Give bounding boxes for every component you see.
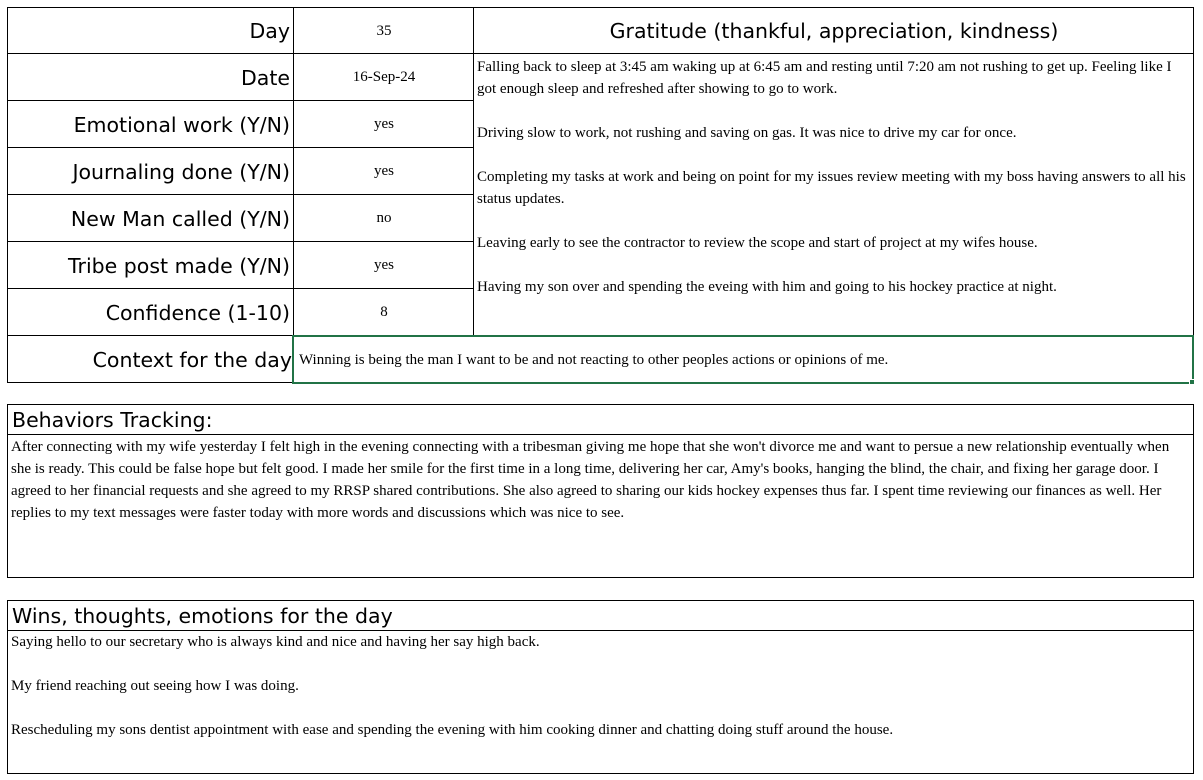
- wins-item: Rescheduling my sons dentist appointment with ease and spending the evening with him cooking dinner and chatting doing stuff around the house.: [11, 722, 894, 738]
- label-new-man-called[interactable]: New Man called (Y/N): [70, 206, 290, 231]
- value-emotional-work[interactable]: yes: [374, 116, 394, 132]
- line-gap: [477, 144, 1190, 166]
- gratitude-item: Completing my tasks at work and being on point for my issues review meeting with my boss having answers to all his status updates.: [477, 169, 1186, 207]
- grid-line: [7, 7, 1194, 8]
- label-date[interactable]: Date: [241, 65, 290, 90]
- wins-item: My friend reaching out seeing how I was doing.: [11, 678, 299, 694]
- value-day[interactable]: 35: [376, 22, 392, 39]
- grid-line: [7, 53, 1194, 54]
- grid-line: [1193, 7, 1194, 383]
- value-confidence[interactable]: 8: [380, 304, 388, 320]
- fill-handle[interactable]: [1189, 379, 1195, 385]
- label-confidence[interactable]: Confidence (1-10): [105, 300, 290, 325]
- label-day[interactable]: Day: [249, 19, 290, 43]
- grid-line: [473, 7, 474, 336]
- value-journaling-done[interactable]: yes: [374, 163, 394, 179]
- value-date[interactable]: 16-Sep-24: [352, 69, 416, 85]
- gratitude-item: Falling back to sleep at 3:45 am waking up at 6:45 am and resting until 7:20 am not rushing to get up. Feeling like I got enough sleep and refreshed after showing to go to work.: [477, 59, 1172, 97]
- grid-line: [293, 7, 294, 383]
- behaviors-text[interactable]: After connecting with my wife yesterday I felt high in the evening connecting with a tribesman giving me hope that she won't divorce me and want to persue a new relationship eventually when she is ready. This could be false hope but felt good. I made her smile for the first time in a long time, delivering her car, Amy's books, hanging the blind, the chair, and fixing her garage door. I agreed to her financial requests and she agreed to my RRSP shared contributions. She also agreed to sharing our kids hockey expenses thus far. I spent time reviewing our finances as well. Her replies to my text messages were faster today with more words and discussions which was nice to see.: [11, 439, 1170, 521]
- value-new-man-called[interactable]: no: [376, 210, 392, 226]
- grid-line: [7, 194, 474, 195]
- grid-line: [7, 100, 474, 101]
- selected-cell-outline: [292, 335, 1194, 384]
- gratitude-cell[interactable]: [474, 55, 1194, 336]
- grid-line: [7, 288, 474, 289]
- grid-line: [7, 241, 474, 242]
- grid-line: [7, 147, 474, 148]
- wins-item: Saying hello to our secretary who is always kind and nice and having her say high back.: [11, 634, 540, 650]
- line-gap: [477, 100, 1190, 122]
- line-gap: [11, 697, 1191, 719]
- gratitude-item: Leaving early to see the contractor to review the scope and start of project at my wifes house.: [477, 235, 1038, 251]
- line-gap: [477, 210, 1190, 232]
- line-gap: [477, 254, 1190, 276]
- value-tribe-post-made[interactable]: yes: [374, 257, 394, 273]
- label-emotional-work[interactable]: Emotional work (Y/N): [73, 112, 290, 137]
- context-text: Winning is being the man I want to be and not reacting to other peoples actions or opinions of me.: [299, 351, 889, 368]
- wins-title[interactable]: Wins, thoughts, emotions for the day: [12, 603, 393, 628]
- line-gap: [11, 653, 1191, 675]
- label-tribe-post-made[interactable]: Tribe post made (Y/N): [68, 253, 290, 278]
- gratitude-header[interactable]: Gratitude (thankful, appreciation, kindness): [609, 19, 1059, 43]
- grid-line: [7, 7, 8, 383]
- gratitude-item: Driving slow to work, not rushing and saving on gas. It was nice to drive my car for once.: [477, 125, 1017, 141]
- label-journaling-done[interactable]: Journaling done (Y/N): [72, 159, 290, 184]
- wins-text[interactable]: [8, 631, 1193, 773]
- label-context-for-the-day[interactable]: Context for the day: [92, 347, 292, 372]
- behaviors-title[interactable]: Behaviors Tracking:: [12, 407, 213, 432]
- gratitude-item: Having my son over and spending the eveing with him and going to his hockey practice at night.: [477, 279, 1057, 295]
